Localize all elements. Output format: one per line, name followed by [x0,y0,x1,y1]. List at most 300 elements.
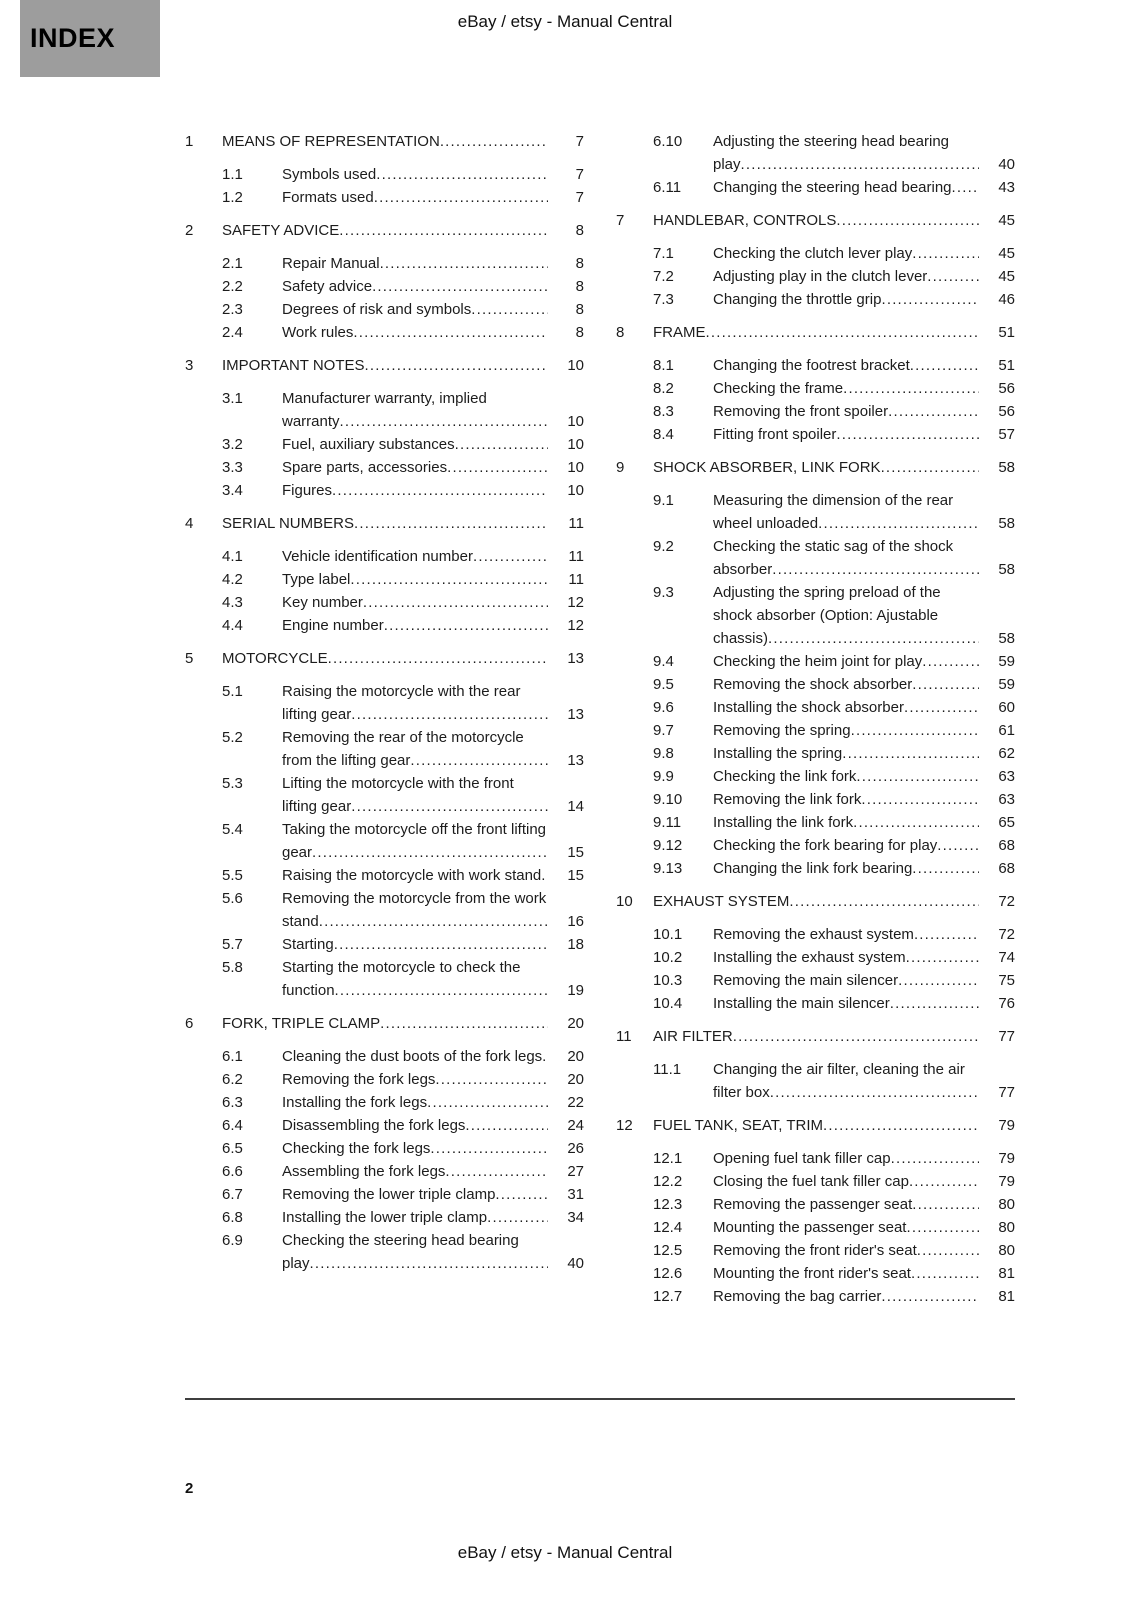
toc-entry-number: 9.9 [653,768,674,785]
toc-section-entry [616,456,1015,479]
toc-entry-title: Removing the front spoiler ..... [713,403,888,420]
toc-entry-page: 57 [998,426,1015,443]
toc-entry-page: 58 [998,459,1015,476]
toc-entry-title: Removing the front rider's seat ..... [713,1242,917,1259]
toc-entry-title-cell [282,433,548,456]
toc-item-entry [185,163,584,186]
toc-entry-title-cell [282,1045,548,1068]
toc-item-entry [185,726,584,772]
toc-entry-title: Raising the motorcycle with work stand ..... [282,867,541,884]
toc-block [185,130,584,209]
toc-entry-number: 6.4 [222,1117,243,1134]
toc-block [616,890,1015,1015]
toc-entry-title: Work rules ..... [282,324,353,341]
page-number: 2 [185,1480,194,1497]
toc-entry-number: 9.10 [653,791,683,808]
toc-entry-title-cell [222,130,548,153]
toc-entry-page: 76 [998,995,1015,1012]
toc-entry-title: Removing the lower triple clamp ..... [282,1186,495,1203]
toc-entry-title: Symbols used ..... [282,166,376,183]
toc-entry-title-cell [713,742,979,765]
toc-entry-title: Checking the steering head bearing play ..... [282,1232,519,1272]
toc-entry-page: 8 [575,222,584,239]
toc-entry-title-cell [282,479,548,502]
toc-entry-title: Measuring the dimension of the rear wheel unloaded ..... [713,492,953,532]
toc-entry-title-cell [282,163,548,186]
toc-block [185,354,584,502]
toc-entry-number: 6.2 [222,1071,243,1088]
toc-entry-title: Checking the fork bearing for play ..... [713,837,937,854]
toc-item-entry [616,354,1015,377]
toc-block [185,219,584,344]
toc-entry-page: 58 [998,561,1015,578]
toc-entry-title-cell [713,946,979,969]
toc-entry-title-cell [282,772,548,818]
toc-entry-title: FORK, TRIPLE CLAMP ..... [222,1015,380,1032]
toc-entry-number: 4.2 [222,571,243,588]
toc-entry-page: 12 [567,594,584,611]
toc-entry-page: 16 [567,913,584,930]
toc-entry-title-cell [282,1183,548,1206]
toc-entry-number: 1 [185,133,194,150]
toc-block [616,130,1015,199]
toc-section-entry [185,219,584,242]
toc-section-entry [185,512,584,535]
toc-entry-page: 13 [567,706,584,723]
toc-block [616,321,1015,446]
toc-entry-title-cell [713,1285,979,1308]
toc-item-entry [616,696,1015,719]
toc-block [185,512,584,637]
table-of-contents [185,130,1015,1308]
toc-entry-title-cell [713,923,979,946]
toc-entry-title: Removing the shock absorber ..... [713,676,912,693]
toc-entry-title-cell [222,219,548,242]
toc-entry-title-cell [282,1229,548,1275]
toc-entry-page: 61 [998,722,1015,739]
toc-entry-page: 45 [998,212,1015,229]
toc-entry-title-cell [282,568,548,591]
toc-entry-page: 60 [998,699,1015,716]
toc-entry-title: Disassembling the fork legs ..... [282,1117,465,1134]
toc-entry-title: Changing the link fork bearing ..... [713,860,912,877]
toc-section-entry [616,209,1015,232]
toc-entry-title-cell [713,696,979,719]
toc-entry-number: 6.11 [653,179,682,196]
toc-item-entry [616,1216,1015,1239]
toc-entry-page: 65 [998,814,1015,831]
toc-section-entry [616,890,1015,913]
toc-entry-number: 6.8 [222,1209,243,1226]
toc-entry-title: Vehicle identification number ..... [282,548,473,565]
toc-entry-title-cell [713,1262,979,1285]
toc-item-entry [616,673,1015,696]
toc-entry-number: 5.1 [222,683,243,700]
toc-entry-title-cell [282,387,548,433]
toc-entry-number: 10.3 [653,972,683,989]
toc-entry-title: Fitting front spoiler ..... [713,426,836,443]
toc-item-entry [616,992,1015,1015]
toc-entry-page: 15 [567,844,584,861]
toc-entry-page: 81 [998,1288,1015,1305]
toc-entry-number: 2.3 [222,301,243,318]
toc-entry-page: 24 [567,1117,584,1134]
toc-entry-number: 3 [185,357,194,374]
toc-entry-title-cell [713,719,979,742]
toc-block [185,1012,584,1275]
toc-entry-page: 62 [998,745,1015,762]
toc-entry-title: Fuel, auxiliary substances ..... [282,436,455,453]
toc-entry-page: 20 [567,1015,584,1032]
toc-item-entry [185,1183,584,1206]
toc-entry-title-cell [653,1025,979,1048]
toc-item-entry [616,811,1015,834]
toc-entry-page: 10 [567,413,584,430]
toc-entry-title-cell [282,1091,548,1114]
toc-item-entry [185,1114,584,1137]
toc-block [616,209,1015,311]
toc-entry-number: 9.12 [653,837,683,854]
toc-entry-page: 11 [568,571,584,588]
toc-entry-title-cell [713,400,979,423]
toc-entry-title: Adjusting the spring preload of the shock absorber (Option: Ajustable chassis) ..... [713,584,941,647]
toc-entry-title: Key number ..... [282,594,363,611]
toc-item-entry [616,400,1015,423]
toc-entry-page: 11 [568,515,584,532]
toc-entry-page: 45 [998,268,1015,285]
toc-entry-page: 10 [567,482,584,499]
toc-section-entry [616,1114,1015,1137]
toc-entry-number: 5.4 [222,821,243,838]
toc-entry-number: 9.2 [653,538,674,555]
toc-entry-number: 2.1 [222,255,243,272]
toc-entry-page: 80 [998,1219,1015,1236]
toc-item-entry [185,864,584,887]
toc-entry-title-cell [713,288,979,311]
toc-section-entry [616,1025,1015,1048]
toc-entry-number: 10 [616,893,633,910]
toc-entry-page: 19 [567,982,584,999]
toc-entry-number: 6.9 [222,1232,243,1249]
toc-entry-title-cell [222,1012,548,1035]
toc-entry-title-cell [713,834,979,857]
toc-entry-title: FUEL TANK, SEAT, TRIM ..... [653,1117,823,1134]
toc-entry-number: 8.3 [653,403,674,420]
toc-item-entry [616,1193,1015,1216]
toc-entry-title: Installing the exhaust system ..... [713,949,906,966]
toc-entry-title-cell [713,489,979,535]
toc-entry-number: 12.5 [653,1242,683,1259]
toc-block [616,456,1015,880]
toc-entry-number: 8.2 [653,380,674,397]
toc-item-entry [185,252,584,275]
toc-entry-title: Adjusting the steering head bearing play ..... [713,133,949,173]
toc-entry-page: 58 [998,630,1015,647]
toc-entry-page: 77 [998,1084,1015,1101]
toc-item-entry [616,1285,1015,1308]
toc-entry-page: 40 [567,1255,584,1272]
toc-entry-number: 2.4 [222,324,243,341]
toc-entry-number: 10.1 [653,926,683,943]
toc-entry-title: Removing the main silencer ..... [713,972,898,989]
toc-entry-number: 6.10 [653,133,683,150]
toc-entry-title-cell [282,726,548,772]
toc-entry-title-cell [713,130,979,176]
toc-entry-number: 9.8 [653,745,674,762]
toc-entry-page: 7 [575,133,584,150]
toc-entry-title: Figures ..... [282,482,332,499]
toc-entry-title: Formats used ..... [282,189,374,206]
toc-entry-title-cell [713,1170,979,1193]
toc-entry-number: 6.5 [222,1140,243,1157]
toc-entry-title-cell [653,1114,979,1137]
toc-entry-number: 6.6 [222,1163,243,1180]
toc-entry-page: 68 [998,860,1015,877]
footer-title: eBay / etsy - Manual Central [457,1543,673,1562]
toc-block [185,647,584,1002]
toc-entry-number: 6.1 [222,1048,243,1065]
toc-entry-page: 45 [998,245,1015,262]
toc-block [616,1114,1015,1308]
toc-item-entry [616,1058,1015,1104]
toc-entry-page: 74 [998,949,1015,966]
toc-item-entry [616,423,1015,446]
toc-entry-title-cell [713,265,979,288]
toc-entry-title: Closing the fuel tank filler cap ..... [713,1173,909,1190]
toc-entry-title-cell [282,1114,548,1137]
toc-entry-title-cell [713,1216,979,1239]
toc-entry-title: Removing the rear of the motorcycle from the lifting gear ..... [282,729,524,769]
toc-entry-page: 79 [998,1150,1015,1167]
toc-entry-number: 9.13 [653,860,683,877]
toc-entry-page: 46 [998,291,1015,308]
toc-entry-page: 10 [567,436,584,453]
toc-item-entry [185,1206,584,1229]
toc-item-entry [616,969,1015,992]
toc-column-left [185,130,584,1308]
toc-entry-page: 77 [998,1028,1015,1045]
toc-item-entry [616,857,1015,880]
index-label: INDEX [30,23,116,53]
toc-entry-title-cell [282,887,548,933]
toc-entry-title: Checking the link fork ..... [713,768,856,785]
toc-entry-title: Repair Manual ..... [282,255,380,272]
toc-item-entry [185,772,584,818]
toc-entry-number: 9.5 [653,676,674,693]
toc-entry-title: Taking the motorcycle off the front lifting gear ..... [282,821,546,861]
toc-entry-title: Checking the clutch lever play ..... [713,245,912,262]
toc-entry-number: 3.4 [222,482,243,499]
toc-entry-number: 12.2 [653,1173,683,1190]
toc-entry-number: 5.8 [222,959,243,976]
toc-entry-page: 7 [575,166,584,183]
toc-entry-title-cell [282,1160,548,1183]
toc-entry-title: MEANS OF REPRESENTATION ..... [222,133,440,150]
toc-entry-number: 9.1 [653,492,674,509]
toc-item-entry [616,946,1015,969]
toc-entry-page: 8 [575,324,584,341]
toc-entry-title: AIR FILTER ..... [653,1028,733,1045]
toc-entry-page: 13 [567,650,584,667]
toc-entry-title: Installing the spring ..... [713,745,842,762]
toc-item-entry [616,742,1015,765]
toc-entry-title: SHOCK ABSORBER, LINK FORK ..... [653,459,881,476]
toc-entry-title: Checking the frame ..... [713,380,843,397]
toc-entry-number: 9.7 [653,722,674,739]
toc-entry-title-cell [282,864,548,887]
toc-entry-title-cell [653,890,979,913]
toc-entry-title-cell [222,354,548,377]
toc-entry-title-cell [282,186,548,209]
toc-entry-page: 56 [998,380,1015,397]
toc-entry-title: Installing the lower triple clamp ..... [282,1209,487,1226]
toc-item-entry [185,568,584,591]
toc-entry-title: Installing the fork legs ..... [282,1094,427,1111]
toc-entry-title-cell [713,354,979,377]
toc-entry-title: Installing the shock absorber ..... [713,699,904,716]
toc-entry-page: 80 [998,1196,1015,1213]
toc-entry-title: Spare parts, accessories ..... [282,459,447,476]
toc-entry-page: 63 [998,791,1015,808]
toc-entry-title: Manufacturer warranty, implied warranty ..... [282,390,487,430]
toc-item-entry [185,479,584,502]
toc-item-entry [616,265,1015,288]
toc-entry-title: Changing the throttle grip ..... [713,291,881,308]
toc-item-entry [616,788,1015,811]
toc-entry-number: 7.1 [653,245,674,262]
toc-entry-page: 51 [998,324,1015,341]
toc-entry-page: 59 [998,676,1015,693]
toc-entry-number: 5.6 [222,890,243,907]
toc-item-entry [185,818,584,864]
toc-entry-number: 3.1 [222,390,243,407]
toc-item-entry [185,614,584,637]
toc-entry-page: 12 [567,617,584,634]
toc-entry-number: 9.11 [653,814,682,831]
toc-entry-title-cell [222,647,548,670]
toc-entry-page: 58 [998,515,1015,532]
toc-item-entry [616,1147,1015,1170]
toc-section-entry [185,1012,584,1035]
toc-block [616,1025,1015,1104]
toc-entry-title-cell [282,933,548,956]
toc-item-entry [616,1262,1015,1285]
toc-section-entry [185,354,584,377]
toc-item-entry [185,1137,584,1160]
toc-entry-number: 9.6 [653,699,674,716]
toc-item-entry [185,1229,584,1275]
toc-entry-title-cell [282,298,548,321]
toc-entry-title: Degrees of risk and symbols ..... [282,301,471,318]
toc-item-entry [616,489,1015,535]
toc-entry-number: 1.1 [222,166,243,183]
toc-entry-number: 6.3 [222,1094,243,1111]
toc-entry-number: 5 [185,650,194,667]
toc-item-entry [185,321,584,344]
toc-entry-title-cell [653,321,979,344]
toc-entry-page: 10 [567,357,584,374]
toc-entry-number: 3.3 [222,459,243,476]
toc-entry-title: Adjusting play in the clutch lever ..... [713,268,927,285]
toc-entry-page: 75 [998,972,1015,989]
toc-entry-title-cell [713,650,979,673]
toc-item-entry [185,275,584,298]
toc-entry-title-cell [222,512,548,535]
toc-item-entry [616,581,1015,650]
toc-entry-title: Removing the spring ..... [713,722,851,739]
toc-entry-page: 7 [575,189,584,206]
toc-entry-page: 68 [998,837,1015,854]
toc-entry-title: MOTORCYCLE ..... [222,650,328,667]
toc-entry-title: FRAME ..... [653,324,706,341]
toc-entry-title-cell [713,377,979,400]
footer-divider [185,1398,1015,1400]
toc-entry-page: 81 [998,1265,1015,1282]
toc-item-entry [616,535,1015,581]
toc-entry-page: 14 [567,798,584,815]
toc-entry-title-cell [713,581,979,650]
toc-entry-title-cell [282,456,548,479]
toc-entry-number: 5.2 [222,729,243,746]
toc-entry-title: Mounting the front rider's seat ..... [713,1265,911,1282]
header-title: eBay / etsy - Manual Central [457,12,673,31]
toc-entry-number: 5.5 [222,867,243,884]
toc-entry-page: 27 [567,1163,584,1180]
toc-entry-title: Starting ..... [282,936,334,953]
toc-entry-title-cell [713,423,979,446]
toc-item-entry [185,433,584,456]
toc-entry-title-cell [282,591,548,614]
toc-entry-title-cell [282,252,548,275]
toc-item-entry [616,288,1015,311]
toc-entry-title-cell [653,456,979,479]
toc-entry-title: Lifting the motorcycle with the front lifting gear ..... [282,775,514,815]
toc-entry-title: Installing the link fork ..... [713,814,853,831]
toc-entry-title: Checking the static sag of the shock absorber ..... [713,538,953,578]
toc-entry-title: Starting the motorcycle to check the function ..... [282,959,520,999]
toc-entry-title: Assembling the fork legs ..... [282,1163,445,1180]
toc-entry-number: 12.7 [653,1288,683,1305]
toc-entry-number: 8.1 [653,357,674,374]
toc-entry-title-cell [713,176,979,199]
toc-entry-page: 31 [567,1186,584,1203]
toc-entry-title-cell [282,1137,548,1160]
toc-item-entry [616,765,1015,788]
toc-entry-number: 2.2 [222,278,243,295]
toc-entry-number: 11 [616,1028,632,1045]
toc-entry-page: 18 [567,936,584,953]
toc-item-entry [185,298,584,321]
toc-entry-number: 12.1 [653,1150,683,1167]
toc-entry-title: SAFETY ADVICE ..... [222,222,339,239]
toc-entry-title-cell [282,614,548,637]
toc-entry-number: 6 [185,1015,194,1032]
toc-entry-page: 20 [567,1071,584,1088]
toc-entry-number: 10.4 [653,995,683,1012]
toc-entry-title: Removing the bag carrier ..... [713,1288,881,1305]
toc-entry-number: 7.3 [653,291,674,308]
toc-entry-title: Changing the air filter, cleaning the air filter box ..... [713,1061,965,1101]
toc-entry-title: Removing the fork legs ..... [282,1071,435,1088]
toc-section-entry [616,321,1015,344]
toc-item-entry [185,1091,584,1114]
toc-entry-page: 79 [998,1117,1015,1134]
toc-item-entry [616,834,1015,857]
toc-entry-page: 80 [998,1242,1015,1259]
toc-entry-title-cell [713,1058,979,1104]
toc-entry-number: 7 [616,212,625,229]
toc-entry-number: 1.2 [222,189,243,206]
